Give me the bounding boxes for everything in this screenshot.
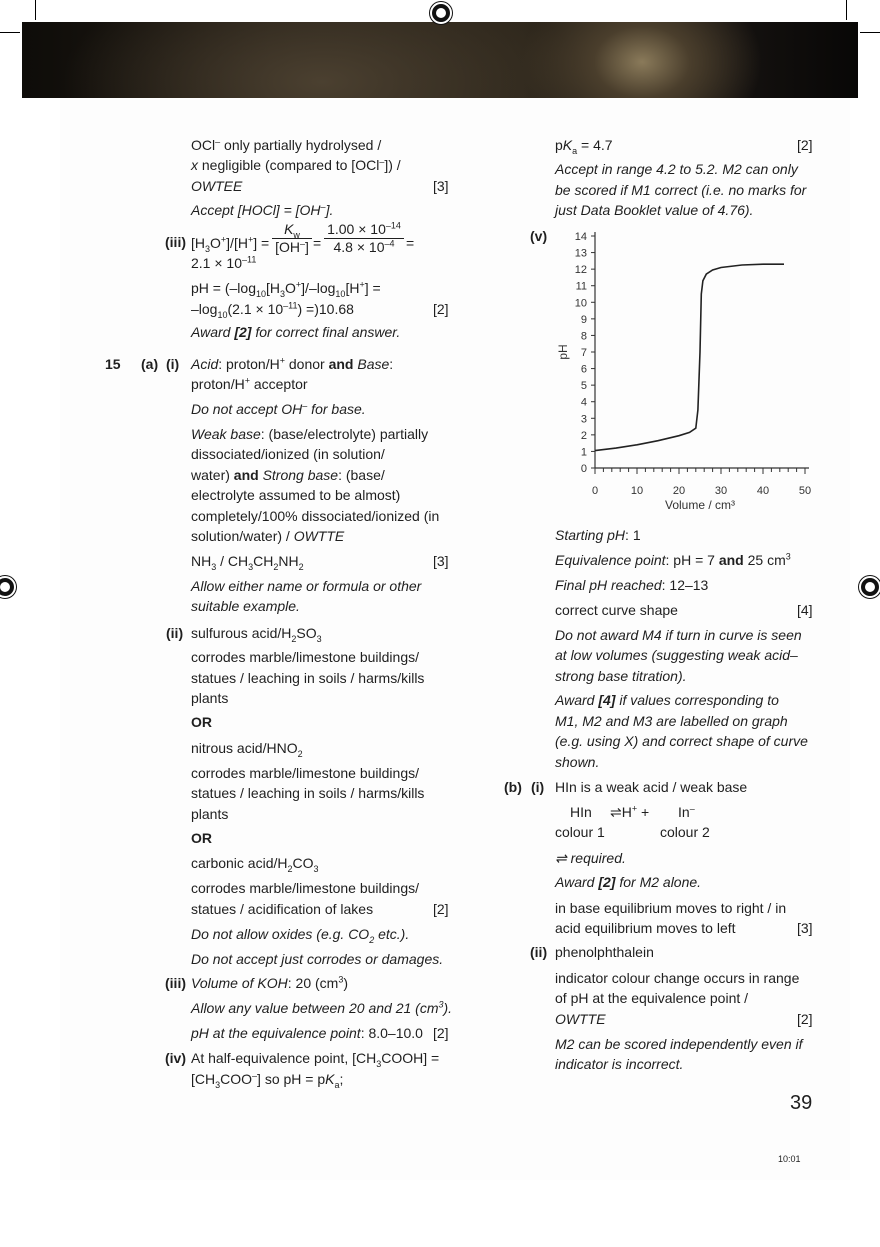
equals: =: [313, 235, 322, 251]
x-tick-label: 0: [591, 485, 599, 497]
left-line: corrodes marble/limestone buildings/: [191, 880, 419, 896]
part-label: (i): [531, 779, 545, 795]
left-line: electrolyte assumed to be almost): [191, 487, 401, 503]
y-tick-label: 9: [580, 313, 587, 326]
right-line: Final pH reached: 12–13: [555, 577, 709, 593]
y-tick-label: 1: [580, 446, 587, 459]
left-line: proton/H+ acceptor: [191, 375, 308, 392]
part-label: (iv): [165, 1050, 186, 1066]
left-line: corrodes marble/limestone buildings/: [191, 765, 419, 781]
mark: [2]: [433, 1025, 449, 1041]
left-line: Acid: proton/H+ donor and Base:: [191, 355, 394, 372]
x-tick-label: 30: [714, 485, 728, 497]
right-line: indicator colour change occurs in range: [555, 970, 800, 986]
right-line: just Data Booklet value of 4.76).: [555, 202, 754, 218]
x-tick-label: 10: [630, 485, 644, 497]
right-line: (e.g. using X) and correct shape of curve: [555, 733, 808, 749]
x-tick-label: 20: [672, 485, 686, 497]
right-line: Accept in range 4.2 to 5.2. M2 can only: [555, 161, 798, 177]
right-line: Starting pH: 1: [555, 527, 641, 543]
left-line: $[CH_3COO^-]$ so pH = $pK_a$;: [191, 1070, 344, 1090]
right-line: phenolphthalein: [555, 944, 654, 960]
right-line: Award [4] if values corresponding to: [555, 692, 779, 708]
left-line: suitable example.: [191, 598, 300, 614]
y-tick-label: 11: [575, 280, 587, 293]
y-tick-label: 3: [580, 413, 587, 426]
mark: [3]: [433, 553, 449, 569]
left-line: Allow any value between 20 and 21 $(cm^3)$.: [191, 999, 453, 1016]
crop-mark: [846, 0, 847, 20]
left-line: $NH_3 / CH_3CH_2NH_2$: [191, 553, 304, 572]
y-tick-label: 14: [574, 231, 587, 243]
left-line: OR: [191, 714, 212, 730]
timestamp: 10:01: [778, 1154, 801, 1164]
left-line: nitrous acid/$HNO_2$: [191, 740, 303, 759]
y-tick-label: 0: [580, 463, 587, 475]
left-line: OCl– only partially hydrolysed /: [191, 136, 382, 153]
header-banner: [22, 22, 858, 98]
left-line: Do not accept OH– for base.: [191, 400, 366, 417]
left-line: corrodes marble/limestone buildings/: [191, 649, 419, 665]
registration-mark-icon: [859, 576, 880, 598]
left-line: sulfurous acid/$H_2SO_3$: [191, 625, 322, 644]
colour-label: colour 1: [555, 824, 605, 840]
left-line: completely/100% dissociated/ionized (in: [191, 508, 440, 524]
right-line: ⇌ required.: [555, 850, 626, 866]
left-line: solution/water) / OWTTE: [191, 528, 345, 544]
right-line: M1, M2 and M3 are labelled on graph: [555, 713, 788, 729]
part-label: (v): [530, 228, 548, 244]
right-line: Equivalence point: pH = 7 and 25 $cm^3$: [555, 551, 791, 568]
x-axis-label: Volume / cm³: [664, 498, 736, 512]
mark: [3]: [797, 920, 813, 936]
crop-mark: [860, 32, 880, 33]
equation-result: $2.1 \times 10^{-11}$: [191, 254, 257, 271]
part-label: (iii): [165, 234, 186, 250]
part-label: (iii): [165, 975, 186, 991]
left-line: plants: [191, 806, 229, 822]
right-line: M2 can be scored independently even if: [555, 1036, 803, 1052]
titration-chart: [550, 225, 820, 520]
mark: [4]: [797, 602, 813, 618]
right-line: strong base titration).: [555, 668, 687, 684]
left-line: Volume of KOH: 20 $(cm^3)$: [191, 974, 349, 991]
part-label: (ii): [166, 625, 184, 641]
right-line: acid equilibrium moves to left: [555, 920, 736, 936]
mark: [2]: [797, 1011, 813, 1027]
left-line: water) and Strong base: (base/: [191, 467, 385, 483]
right-line: at low volumes (suggesting weak acid–: [555, 647, 798, 663]
right-line: Do not award M4 if turn in curve is seen: [555, 627, 802, 643]
equals: =: [406, 235, 415, 251]
right-line: shown.: [555, 754, 600, 770]
question-number: 15: [105, 356, 121, 372]
left-line: Award [2] for correct final answer.: [191, 324, 401, 340]
mark: [3]: [433, 178, 449, 194]
y-tick-label: 10: [574, 297, 587, 310]
equilibrium-hin: HIn: [570, 804, 592, 820]
right-line: OWTTE: [555, 1011, 606, 1027]
mark: [2]: [797, 137, 813, 153]
left-line: dissociated/ionized (in solution/: [191, 446, 385, 462]
left-line: carbonic acid/$H_2CO_3$: [191, 855, 319, 874]
right-line: in base equilibrium moves to right / in: [555, 900, 787, 916]
colour-label: colour 2: [660, 824, 710, 840]
y-tick-label: 5: [580, 380, 587, 393]
right-line: be scored if M1 correct (i.e. no marks for: [555, 182, 807, 198]
crop-mark: [35, 0, 36, 20]
fraction-values: $\frac{1.00 \times 10^{-14}}{4.8 \times 10^{-4}}$: [324, 221, 404, 256]
left-line: OR: [191, 830, 212, 846]
left-line: Do not accept just corrodes or damages.: [191, 951, 444, 967]
registration-mark-icon: [0, 576, 16, 598]
left-line: $-\log_{10}(2.1 \times 10^{-11}) =)10.68$: [191, 300, 354, 320]
left-line: statues / leaching in soils / harms/kills: [191, 670, 425, 686]
left-line: At half-equivalence point, $[CH_3COOH]$ =: [191, 1050, 440, 1069]
y-axis-label: pH: [556, 344, 570, 360]
x-tick-label: 40: [756, 485, 770, 497]
y-tick-label: 12: [574, 264, 587, 277]
part-label: (b): [504, 779, 522, 795]
right-line: $pK_a = 4.7$: [555, 137, 613, 156]
crop-mark: [0, 32, 20, 33]
right-line: correct curve shape: [555, 602, 678, 618]
part-label: (a): [141, 356, 159, 372]
y-tick-label: 4: [580, 396, 587, 409]
right-line: Award [2] for M2 alone.: [555, 874, 702, 890]
y-tick-label: 8: [580, 330, 587, 343]
y-tick-label: 7: [580, 347, 587, 359]
left-line: Do not allow oxides (e.g. $CO_2$ etc.).: [191, 926, 410, 945]
titration-curve: [595, 264, 784, 450]
left-line: statues / acidification of lakes: [191, 901, 374, 917]
left-line: pH = ($-\log_{10}[H_3O^+]/-\log_{10}[H^+]$ =: [191, 279, 381, 299]
left-line: Accept [HOCl] = [OH–].: [191, 201, 334, 218]
registration-mark-icon: [430, 2, 452, 24]
left-line: Allow either name or formula or other: [191, 578, 422, 594]
equilibrium-in: In–: [678, 803, 695, 820]
x-tick-label: 50: [798, 485, 812, 497]
left-line: statues / leaching in soils / harms/kills: [191, 785, 425, 801]
right-line: of pH at the equivalence point /: [555, 990, 749, 1006]
fraction-kw: $\frac{K_w}{[OH^-]}$: [272, 221, 312, 256]
y-tick-label: 13: [574, 247, 587, 260]
left-line: pH at the equivalence point: 8.0–10.0: [191, 1025, 423, 1041]
left-line: plants: [191, 690, 229, 706]
right-line: indicator is incorrect.: [555, 1056, 684, 1072]
left-line: Weak base: (base/electrolyte) partially: [191, 426, 429, 442]
equation-lhs: $[H_3O^+]/[H^+]$ =: [191, 234, 270, 254]
equilibrium-products: ⇌H+ +: [610, 803, 650, 820]
right-line: HIn is a weak acid / weak base: [555, 779, 748, 795]
part-label: (ii): [530, 944, 548, 960]
y-tick-label: 2: [580, 429, 587, 442]
page-number: 39: [790, 1092, 813, 1114]
mark: [2]: [433, 301, 449, 317]
y-tick-label: 6: [580, 363, 587, 376]
left-line: x negligible (compared to [OCl–]) /: [191, 156, 401, 173]
part-label: (i): [166, 356, 180, 372]
mark: [2]: [433, 901, 449, 917]
left-line: OWTEE: [191, 178, 243, 194]
